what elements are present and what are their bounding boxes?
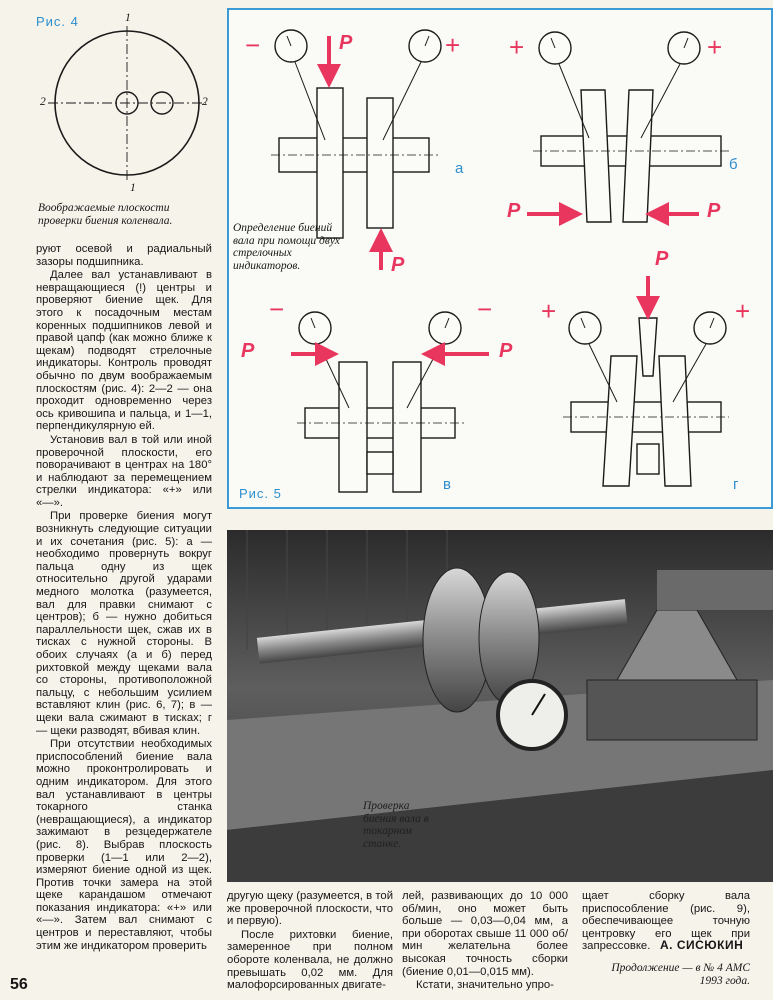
paragraph: другую щеку (разумеется, в той же проверочной плоскости, что и первую).: [227, 890, 393, 928]
column-2: [227, 890, 393, 993]
plus-sign: +: [509, 32, 525, 62]
figure-4-drawing: [30, 10, 220, 200]
force-label: P: [507, 200, 521, 222]
paragraph: лей, развивающих до 10 000 об/мин, оно может быть больше — 0,03—0,04 мм, а при оборотах свыше 11 000 об/мин желательна более высокая точность сборки (биение 0,01—0,015 мм).: [402, 890, 568, 978]
force-label: P: [391, 254, 405, 276]
paragraph: руют осевой и радиальный зазоры подшипника.: [36, 243, 212, 268]
figure-4: [30, 10, 220, 200]
force-label: P: [339, 32, 353, 54]
paragraph: При отсутствии необходимых приспособлений биение вала можно проконтролировать и одним индикатором. Для этого вал устанавливают в центры токарного станка (невращающиеся), а индикатор зажимают в резцедержателе (рис. 8). Выбрав плоскость проверки (1—1 или 2—2), измеряют биение одной из щек. Против точки замера на этой щеке карандашом отмечают показания индикатора: «+» или «—». Затем вал снимают с центров и переставляют, чтобы этим же индикатором проверить: [36, 738, 212, 952]
panel-label-g: г: [733, 476, 739, 493]
author-signature: А. СИСЮКИН: [660, 938, 744, 952]
figure-4-label: Рис. 4: [36, 14, 79, 29]
paragraph: Далее вал устанавливают в невращающиеся (!) центры и проверяют биение щек. Для этого к посадочным местам коренных подшипников левой и правой цапф (как можно ближе к щекам) подводят стрелочные индикаторы. Контроль проводят обычно по двум воображаемым плоскостям (рис. 4): 2—2 — она проходит одновременно через ось кривошипа и пальца, и 1—1, перпендикулярную ей.: [36, 269, 212, 433]
paragraph: При проверке биения могут возникнуть следующие ситуации и их сочетания (рис. 5): а — необходимо провернуть вокруг пальца одну из щек относительно другой ударами медного молотка (разумеется, вал для правки снимают с центров); б — нужно добиться параллельности щек, сжав их в тисках с нужной стороны. В обоих случаях (а и б) перед рихтовкой между щеками вала со стороны, противоположной пальцу, с небольшим усилием вставляют клин (рис. 6, 7); в — щеки вала сжимают в тисках; г — щеки разводят, вбивая клин.: [36, 510, 212, 737]
plus-sign: +: [445, 30, 461, 60]
force-label: P: [655, 248, 669, 270]
plus-sign: +: [707, 32, 723, 62]
axis-label-left: 2: [40, 96, 46, 108]
minus-sign: −: [269, 294, 285, 324]
panel-label-v: в: [443, 476, 451, 493]
continuation-note: Продолжение — в № 4 АМС 1993 года.: [611, 962, 750, 987]
plus-sign: +: [735, 296, 751, 326]
axis-label-bottom: 1: [130, 182, 136, 194]
force-label: P: [499, 340, 513, 362]
force-label: P: [241, 340, 255, 362]
panel-label-b: б: [729, 156, 738, 173]
axis-label-right: 2: [202, 96, 208, 108]
column-3: [402, 890, 568, 993]
panel-label-a: а: [455, 160, 464, 177]
plus-sign: +: [541, 296, 557, 326]
figure-5-caption: Определение биений вала при помощи двух стрелочных индикаторов.: [233, 222, 340, 272]
axis-label-top: 1: [125, 12, 131, 24]
photo-caption: Проверка биения вала в токарном станке.: [363, 800, 429, 850]
paragraph: После рихтовки биение, замеренное при полном обороте коленвала, не должно превышать 0,02 мм. Для малофорсированных двигате-: [227, 928, 393, 992]
column-1: [36, 243, 212, 953]
paragraph: Установив вал в той или иной проверочной плоскости, его поворачивают в центрах на 180° и наблюдают за перемещением стрелки индикатора: «+» или «—».: [36, 433, 212, 509]
figure-4-caption: Воображаемые плоскости проверки биения коленвала.: [38, 202, 173, 227]
figure-5-label: Рис. 5: [239, 486, 282, 501]
paragraph: Кстати, значительно упро-: [416, 979, 554, 992]
paragraph: щает сборку вала приспособление (рис. 9), обеспечивающее точную центровку его щек при запрессовке.: [582, 890, 750, 953]
minus-sign: −: [477, 294, 493, 324]
force-label: P: [707, 200, 721, 222]
figure-5: [227, 8, 773, 509]
lathe-photo-image: [227, 530, 773, 882]
minus-sign: −: [245, 30, 261, 60]
lathe-photo: [227, 530, 773, 882]
page-number: 56: [10, 976, 28, 993]
